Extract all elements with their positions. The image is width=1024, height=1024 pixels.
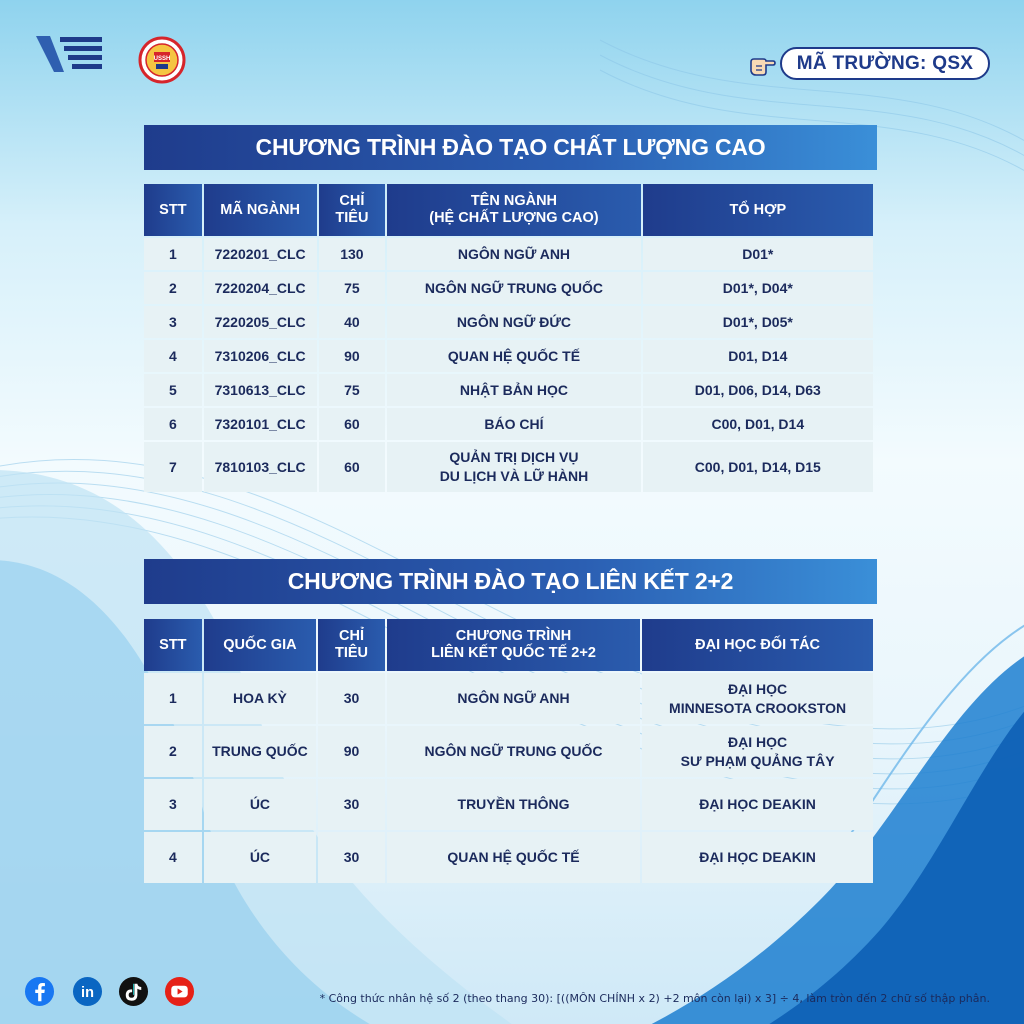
cell-partner: ĐẠI HỌC SƯ PHẠM QUẢNG TÂY xyxy=(642,726,873,777)
facebook-icon[interactable] xyxy=(24,976,55,1007)
linkedin-text: in xyxy=(81,984,94,1001)
youtube-icon[interactable] xyxy=(164,976,195,1007)
table-row xyxy=(144,272,873,304)
header-country: QUỐC GIA xyxy=(204,619,316,671)
header-partner-university: ĐẠI HỌC ĐỐI TÁC xyxy=(642,619,873,671)
table-row xyxy=(144,779,873,830)
seal-text: USSH xyxy=(153,56,171,62)
cell-quota: 60 xyxy=(319,442,386,492)
cell-code: 7320101_CLC xyxy=(204,408,317,440)
table-row xyxy=(144,832,873,883)
header-program: CHƯƠNG TRÌNH LIÊN KẾT QUỐC TẾ 2+2 xyxy=(387,619,640,671)
cell-combination: C00, D01, D14 xyxy=(643,408,873,440)
cell-major-name: QUẢN TRỊ DỊCH VỤ DU LỊCH VÀ LỮ HÀNH xyxy=(387,442,640,492)
cell-combination: D01, D06, D14, D63 xyxy=(643,374,873,406)
cell-major-name: NGÔN NGỮ ANH xyxy=(387,238,640,270)
table-row xyxy=(144,726,873,777)
cell-stt: 5 xyxy=(144,374,202,406)
cell-program: QUAN HỆ QUỐC TẾ xyxy=(387,832,640,883)
cell-code: 7310613_CLC xyxy=(204,374,317,406)
cell-quota: 40 xyxy=(319,306,386,338)
cell-quota: 60 xyxy=(319,408,386,440)
table-row xyxy=(144,408,873,440)
cell-stt: 4 xyxy=(144,340,202,372)
cell-country: ÚC xyxy=(204,779,316,830)
hand-pointing-icon xyxy=(748,50,776,78)
cell-country: HOA KỲ xyxy=(204,673,316,724)
section-title-high-quality: CHƯƠNG TRÌNH ĐÀO TẠO CHẤT LƯỢNG CAO xyxy=(144,125,877,170)
cell-program: NGÔN NGỮ TRUNG QUỐC xyxy=(387,726,640,777)
cell-quota: 30 xyxy=(318,673,385,724)
ussh-round-seal xyxy=(126,36,198,84)
cell-program: TRUYỀN THÔNG xyxy=(387,779,640,830)
header-major-name: TÊN NGÀNH (HỆ CHẤT LƯỢNG CAO) xyxy=(387,184,640,236)
table-row xyxy=(144,374,873,406)
cell-stt: 3 xyxy=(144,779,202,830)
cell-quota: 75 xyxy=(319,374,386,406)
tiktok-icon[interactable] xyxy=(118,976,149,1007)
header-subject-combination: TỔ HỢP xyxy=(643,184,873,236)
high-quality-programs-table xyxy=(142,182,875,494)
cell-country: TRUNG QUỐC xyxy=(204,726,316,777)
cell-country: ÚC xyxy=(204,832,316,883)
header-quota: CHỈ TIÊU xyxy=(319,184,386,236)
cell-major-name: NGÔN NGỮ ĐỨC xyxy=(387,306,640,338)
cell-major-name: NGÔN NGỮ TRUNG QUỐC xyxy=(387,272,640,304)
cell-combination: D01*, D05* xyxy=(643,306,873,338)
table-row xyxy=(144,340,873,372)
table-row xyxy=(144,238,873,270)
cell-partner: ĐẠI HỌC MINNESOTA CROOKSTON xyxy=(642,673,873,724)
cell-partner: ĐẠI HỌC DEAKIN xyxy=(642,779,873,830)
linkedin-icon[interactable] xyxy=(72,976,103,1007)
cell-quota: 90 xyxy=(318,726,385,777)
cell-stt: 2 xyxy=(144,726,202,777)
formula-footnote: * Công thức nhân hệ số 2 (theo thang 30): [((MÔN CHÍNH x 2) +2 môn còn lại) x 3] ÷ 4, làm tròn đến 2 chữ số thập phân. xyxy=(319,992,990,1005)
cell-major-name: QUAN HỆ QUỐC TẾ xyxy=(387,340,640,372)
cell-code: 7220201_CLC xyxy=(204,238,317,270)
cell-major-name: BÁO CHÍ xyxy=(387,408,640,440)
cell-stt: 2 xyxy=(144,272,202,304)
table-row xyxy=(144,306,873,338)
cell-code: 7310206_CLC xyxy=(204,340,317,372)
header-major-code: MÃ NGÀNH xyxy=(204,184,317,236)
cell-code: 7220205_CLC xyxy=(204,306,317,338)
cell-stt: 3 xyxy=(144,306,202,338)
cell-stt: 1 xyxy=(144,238,202,270)
cell-code: 7220204_CLC xyxy=(204,272,317,304)
cell-combination: D01, D14 xyxy=(643,340,873,372)
header-stt: STT xyxy=(144,619,202,671)
section-title-joint-program: CHƯƠNG TRÌNH ĐÀO TẠO LIÊN KẾT 2+2 xyxy=(144,559,877,604)
cell-code: 7810103_CLC xyxy=(204,442,317,492)
joint-programs-table xyxy=(142,617,875,885)
cell-combination: D01* xyxy=(643,238,873,270)
table-row xyxy=(144,673,873,724)
cell-quota: 30 xyxy=(318,832,385,883)
cell-quota: 75 xyxy=(319,272,386,304)
header-stt: STT xyxy=(144,184,202,236)
cell-combination: D01*, D04* xyxy=(643,272,873,304)
table-row xyxy=(144,442,873,492)
cell-stt: 4 xyxy=(144,832,202,883)
cell-quota: 90 xyxy=(319,340,386,372)
cell-major-name: NHẬT BẢN HỌC xyxy=(387,374,640,406)
cell-program: NGÔN NGỮ ANH xyxy=(387,673,640,724)
cell-stt: 6 xyxy=(144,408,202,440)
cell-quota: 130 xyxy=(319,238,386,270)
cell-partner: ĐẠI HỌC DEAKIN xyxy=(642,832,873,883)
cell-stt: 1 xyxy=(144,673,202,724)
cell-quota: 30 xyxy=(318,779,385,830)
cell-combination: C00, D01, D14, D15 xyxy=(643,442,873,492)
cell-stt: 7 xyxy=(144,442,202,492)
school-code-badge: MÃ TRƯỜNG: QSX xyxy=(780,47,990,80)
header-quota: CHỈ TIÊU xyxy=(318,619,385,671)
vnu-stripes-logo xyxy=(36,34,104,74)
